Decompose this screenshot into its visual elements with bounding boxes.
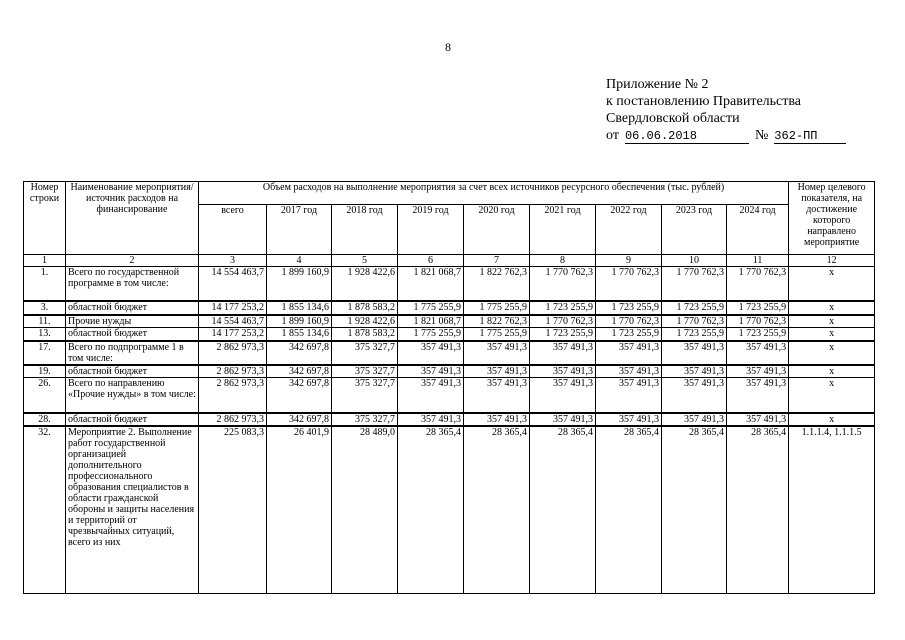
- value-year: 357 491,3: [530, 341, 596, 365]
- header-year: 2018 год: [332, 205, 398, 255]
- row-name: областной бюджет: [66, 365, 199, 378]
- target-indicator: х: [789, 315, 875, 328]
- annex-line-2: к постановлению Правительства: [606, 94, 802, 109]
- value-year: 357 491,3: [596, 413, 662, 426]
- target-indicator: х: [789, 328, 875, 341]
- value-year: 1 855 134,6: [267, 328, 332, 341]
- row-number: 17.: [24, 341, 66, 365]
- value-year: 357 491,3: [662, 413, 727, 426]
- column-index: 6: [398, 255, 464, 267]
- value-year: 1 821 068,7: [398, 267, 464, 301]
- value-year: 1 878 583,2: [332, 301, 398, 315]
- value-year: 357 491,3: [662, 378, 727, 413]
- annex-title: Приложение № 2: [606, 77, 709, 92]
- target-indicator: 1.1.1.4, 1.1.1.5: [789, 426, 875, 594]
- header-name: Наименование мероприятия/источник расходов на финансирование: [66, 182, 199, 255]
- value-year: 1 775 255,9: [398, 328, 464, 341]
- value-year: 28 489,0: [332, 426, 398, 594]
- target-indicator: х: [789, 413, 875, 426]
- value-year: 357 491,3: [596, 378, 662, 413]
- value-year: 1 723 255,9: [596, 328, 662, 341]
- row-number: 28.: [24, 413, 66, 426]
- value-year: 1 775 255,9: [464, 301, 530, 315]
- table-row: [24, 341, 875, 365]
- value-year: 28 365,4: [530, 426, 596, 594]
- header-year: 2019 год: [398, 205, 464, 255]
- value-year: 357 491,3: [727, 365, 789, 378]
- value-year: 357 491,3: [530, 378, 596, 413]
- value-year: 1 928 422,6: [332, 267, 398, 301]
- table-row: [24, 267, 875, 301]
- header-year: 2022 год: [596, 205, 662, 255]
- column-index: 5: [332, 255, 398, 267]
- value-total: 2 862 973,3: [199, 341, 267, 365]
- column-index-row: [24, 255, 875, 267]
- target-indicator: х: [789, 341, 875, 365]
- value-year: 357 491,3: [398, 365, 464, 378]
- table-row: [24, 365, 875, 378]
- column-index: 2: [66, 255, 199, 267]
- decree-number: 362-ПП: [774, 130, 846, 144]
- value-year: 1 770 762,3: [662, 315, 727, 328]
- value-year: 28 365,4: [727, 426, 789, 594]
- header-year: 2020 год: [464, 205, 530, 255]
- value-year: 1 723 255,9: [530, 328, 596, 341]
- column-index: 1: [24, 255, 66, 267]
- value-year: 1 775 255,9: [464, 328, 530, 341]
- value-year: 1 770 762,3: [596, 267, 662, 301]
- value-year: 1 723 255,9: [662, 328, 727, 341]
- column-index: 12: [789, 255, 875, 267]
- value-year: 1 770 762,3: [530, 315, 596, 328]
- annex-line-3: Свердловской области: [606, 111, 740, 126]
- table-row: [24, 315, 875, 328]
- value-year: 1 928 422,6: [332, 315, 398, 328]
- annex-block: [606, 76, 846, 144]
- table-row: [24, 378, 875, 413]
- value-year: 357 491,3: [662, 341, 727, 365]
- row-name: областной бюджет: [66, 301, 199, 315]
- value-year: 28 365,4: [662, 426, 727, 594]
- value-year: 1 770 762,3: [727, 315, 789, 328]
- value-year: 357 491,3: [727, 341, 789, 365]
- target-indicator: х: [789, 267, 875, 301]
- header-volume: Объем расходов на выполнение мероприятия за счет всех источников ресурсного обеспечения (тыс. рублей): [199, 182, 789, 205]
- header-row-number: Номер строки: [24, 182, 66, 255]
- expenses-table: [23, 181, 875, 594]
- row-name: Всего по государственной программе в том числе:: [66, 267, 199, 301]
- table-row: [24, 301, 875, 315]
- target-indicator: х: [789, 378, 875, 413]
- target-indicator: х: [789, 301, 875, 315]
- from-label: от: [606, 128, 619, 143]
- value-year: 1 821 068,7: [398, 315, 464, 328]
- column-index: 3: [199, 255, 267, 267]
- value-year: 1 723 255,9: [727, 328, 789, 341]
- row-number: 1.: [24, 267, 66, 301]
- value-year: 1 822 762,3: [464, 267, 530, 301]
- number-label: №: [754, 128, 769, 143]
- table-row: [24, 426, 875, 594]
- row-number: 11.: [24, 315, 66, 328]
- value-total: 2 862 973,3: [199, 378, 267, 413]
- value-total: 14 554 463,7: [199, 267, 267, 301]
- value-year: 357 491,3: [727, 378, 789, 413]
- value-year: 342 697,8: [267, 341, 332, 365]
- value-year: 342 697,8: [267, 413, 332, 426]
- decree-date: 06.06.2018: [625, 130, 749, 144]
- value-year: 1 775 255,9: [398, 301, 464, 315]
- page-number: 8: [445, 40, 451, 54]
- header-total: всего: [199, 205, 267, 255]
- value-year: 375 327,7: [332, 365, 398, 378]
- value-year: 1 770 762,3: [727, 267, 789, 301]
- value-year: 1 770 762,3: [530, 267, 596, 301]
- row-number: 19.: [24, 365, 66, 378]
- value-year: 357 491,3: [398, 378, 464, 413]
- column-index: 9: [596, 255, 662, 267]
- value-year: 357 491,3: [464, 413, 530, 426]
- value-year: 1 770 762,3: [662, 267, 727, 301]
- row-name: Всего по направлению «Прочие нужды» в том числе:: [66, 378, 199, 413]
- value-year: 1 723 255,9: [727, 301, 789, 315]
- value-year: 28 365,4: [398, 426, 464, 594]
- table-row: [24, 328, 875, 341]
- row-name: Прочие нужды: [66, 315, 199, 328]
- value-year: 1 723 255,9: [662, 301, 727, 315]
- header-year: 2023 год: [662, 205, 727, 255]
- value-year: 375 327,7: [332, 378, 398, 413]
- column-index: 11: [727, 255, 789, 267]
- value-total: 14 177 253,2: [199, 328, 267, 341]
- value-year: 1 899 160,9: [267, 267, 332, 301]
- header-year: 2021 год: [530, 205, 596, 255]
- row-number: 3.: [24, 301, 66, 315]
- row-number: 26.: [24, 378, 66, 413]
- value-year: 1 723 255,9: [596, 301, 662, 315]
- value-year: 375 327,7: [332, 413, 398, 426]
- annex-date-line: [606, 127, 846, 144]
- value-year: 1 899 160,9: [267, 315, 332, 328]
- table-row: [24, 413, 875, 426]
- row-name: Всего по подпрограмме 1 в том числе:: [66, 341, 199, 365]
- value-year: 357 491,3: [596, 341, 662, 365]
- value-year: 1 855 134,6: [267, 301, 332, 315]
- value-year: 357 491,3: [596, 365, 662, 378]
- value-year: 357 491,3: [530, 413, 596, 426]
- header-target: Номер целевого показателя, на достижение которого направлено мероприятие: [789, 182, 875, 255]
- value-year: 1 822 762,3: [464, 315, 530, 328]
- value-year: 26 401,9: [267, 426, 332, 594]
- value-total: 14 554 463,7: [199, 315, 267, 328]
- column-index: 8: [530, 255, 596, 267]
- value-year: 357 491,3: [727, 413, 789, 426]
- value-total: 14 177 253,2: [199, 301, 267, 315]
- row-name: Мероприятие 2. Выполнение работ государственной организацией дополнительного профессионального образования специалистов в области гражданской обороны и защиты населения и территорий от чрезвычайных ситуаций, всего из них: [66, 426, 199, 594]
- column-index: 7: [464, 255, 530, 267]
- header-year: 2017 год: [267, 205, 332, 255]
- value-year: 1 878 583,2: [332, 328, 398, 341]
- value-year: 28 365,4: [464, 426, 530, 594]
- value-year: 357 491,3: [398, 341, 464, 365]
- value-total: 2 862 973,3: [199, 413, 267, 426]
- value-year: 1 723 255,9: [530, 301, 596, 315]
- row-name: областной бюджет: [66, 328, 199, 341]
- value-year: 342 697,8: [267, 365, 332, 378]
- value-year: 342 697,8: [267, 378, 332, 413]
- value-year: 1 770 762,3: [596, 315, 662, 328]
- value-total: 225 083,3: [199, 426, 267, 594]
- column-index: 10: [662, 255, 727, 267]
- value-year: 375 327,7: [332, 341, 398, 365]
- value-total: 2 862 973,3: [199, 365, 267, 378]
- column-index: 4: [267, 255, 332, 267]
- value-year: 357 491,3: [464, 341, 530, 365]
- value-year: 357 491,3: [398, 413, 464, 426]
- value-year: 357 491,3: [662, 365, 727, 378]
- row-name: областной бюджет: [66, 413, 199, 426]
- value-year: 28 365,4: [596, 426, 662, 594]
- row-number: 32.: [24, 426, 66, 594]
- header-year: 2024 год: [727, 205, 789, 255]
- value-year: 357 491,3: [464, 378, 530, 413]
- target-indicator: х: [789, 365, 875, 378]
- value-year: 357 491,3: [464, 365, 530, 378]
- row-number: 13.: [24, 328, 66, 341]
- value-year: 357 491,3: [530, 365, 596, 378]
